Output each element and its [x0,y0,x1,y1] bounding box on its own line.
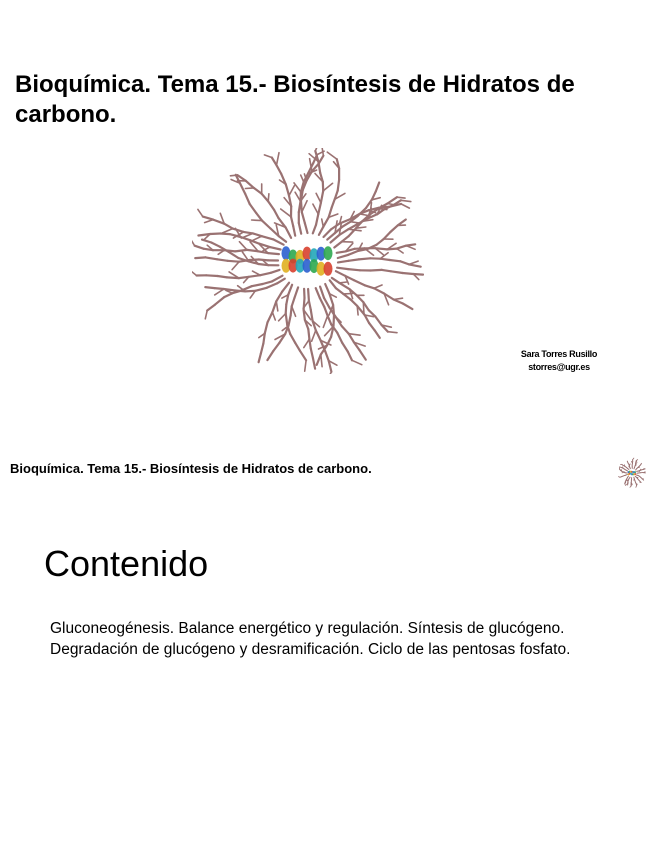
slide-header: Bioquímica. Tema 15.- Biosíntesis de Hidratos de carbono. [10,461,372,476]
slide-title-heading: Bioquímica. Tema 15.- Biosíntesis de Hidratos de carbono. [15,71,575,128]
slide-title [0,0,655,410]
author-name: Sara Torres Rusillo [520,349,598,359]
author-block [500,348,618,374]
contents-body: Gluconeogénesis. Balance energético y regulación. Síntesis de glucógeno. Degradación de glucógeno y desramificación. Ciclo de las pentosas fosfato. [50,620,571,658]
contents-heading: Contenido [44,543,209,584]
glycogen-molecule-icon [192,148,424,374]
author-email: storres@ugr.es [528,362,590,372]
glycogen-thumbnail-icon [613,454,651,492]
slide-contents [0,430,655,848]
